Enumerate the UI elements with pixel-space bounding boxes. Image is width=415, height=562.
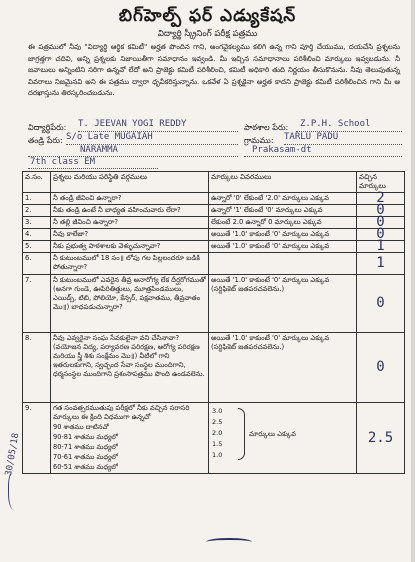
row-question: నీవు కాలేజా? xyxy=(51,229,209,241)
student-name-value: T. JEEVAN YOGI REDDY xyxy=(78,119,187,129)
grade-item: 90 శాతము దాటినచో xyxy=(53,423,109,431)
row-criteria: ఉన్నారో '1' లేకుంటే '0' మార్కులు ఎక్కువ xyxy=(209,205,357,217)
grade-item: 60-51 శాతము మధ్యలో xyxy=(53,463,118,471)
grade-item: 80-71 శాతము మధ్యలో xyxy=(53,443,118,451)
table-row xyxy=(23,241,405,253)
row-criteria: ఉన్నారో '0' లేకుంటే '2.0' మార్కులు ఎక్కువ xyxy=(209,193,357,205)
row-marks: 0 xyxy=(357,333,405,403)
class-line xyxy=(28,168,158,169)
row-number: 1. xyxy=(23,193,51,205)
table-row xyxy=(23,193,405,205)
row-question xyxy=(51,403,209,474)
grade-score: 2.5 xyxy=(212,418,223,426)
table-row xyxy=(23,403,405,474)
mother-name-value: NARAMMA xyxy=(80,145,118,155)
village-value: TARLU PADU xyxy=(284,132,339,142)
table-row xyxy=(23,229,405,241)
grade-score: 2.0 xyxy=(212,429,223,437)
grade-score: 1.5 xyxy=(212,440,223,448)
screening-table xyxy=(22,171,405,474)
row-criteria: అయితే '1.0' కాకుంటే '0' మార్కులు ఎక్కువ xyxy=(209,241,357,253)
grade-score: 1.0 xyxy=(212,451,223,459)
page-title: బిగ్‌హెల్ప్ ఫర్ ఎడ్యుకేషన్ xyxy=(118,6,297,26)
row-question: నీ కుటుంబములో 18 సం॥ లోపు గల పిల్లలందరూ బడికి పోతున్నారా? xyxy=(51,253,209,275)
school-name-label: పాఠశాల పేరు: xyxy=(244,123,289,132)
row-question: నీ కుటుంబములో ఎవరైన తీవ్ర అనారోగ్య లేక దీర్ఘరోగముతో (అనగా గుండె, ఊపిరితిత్తులు, మూత్రపిండములు, ఎయిడ్స్, టిబి, పోలియో, కేన్సర్, పక్షవాతము, తీవ్రవాతం మొ॥) బాధపడుచున్నారా? xyxy=(51,275,209,333)
table-row xyxy=(23,205,405,217)
row-number: 9. xyxy=(23,403,51,474)
table-row xyxy=(23,333,405,403)
district-line xyxy=(244,156,402,157)
table-row xyxy=(23,253,405,275)
page-edge xyxy=(411,0,415,562)
row-question: నీకు తండ్రి ఉంటే నీ బాధ్యత వహించువారు లేరా? xyxy=(51,205,209,217)
grade-question-text: గత సంవత్సరముతుపు పరీక్షలో నీకు వచ్చిన సరాసరి మార్కులు ఈ క్రింది విధముగా ఉన్నచో xyxy=(53,404,190,421)
row-criteria: అయితే '1.0' కాకుంటే '0' మార్కులు ఎక్కువ xyxy=(209,229,357,241)
row-marks: 1 xyxy=(357,241,405,253)
row-number: 2. xyxy=(23,205,51,217)
row-criteria xyxy=(209,253,357,275)
student-name-label: విద్యార్థిపేరు: xyxy=(28,123,67,132)
grade-item: 90-81 శాతము మధ్యలో xyxy=(53,433,118,441)
col-header-number: వ.సం. xyxy=(23,172,51,193)
intro-paragraph: ఈ పత్రములో నీవు "విద్యార్థి ఆర్థిక కమిటీ" అర్హత పొందిన గాని, అంగవైకల్యము కలిగి ఉన్న గాని పూర్తి చేయుము, దయచేసి ప్రశ్నలను జాగ్రత్తగా చదివి, అన్ని ప్రశ్నలకు నిజాయితీగా సమాధానం ఇవ్వండి. మీ ఇచ్చిన సమాధానాలు పరిశీలించి మార్కులు ఇవ్వబడును. నీ జవాబులు అన్నింటిని సరిగా ఉన్నవో లేదో అని ప్రాజెక్టు కమిటీ పరిశీలించి, కమిటీ అధికారి తుది నిర్ణయం తీసుకొనును. నీవు తెలుపుతున్న వివరాలు నిజమైనవి అని ఈ పత్రము ద్వారా ధృవీకరిస్తున్నాను. ఒకవేళ ఏ ప్రశ్నకైనా అర్హత కాదని ప్రాజెక్టు కమిటీ పరిశీలించిన గాని మీ ఆ దరఖాస్తును తిరస్కరించబడును. xyxy=(28,43,400,97)
col-header-question: ప్రశ్నలు మరియు పరిస్థితి వర్గములు xyxy=(51,172,209,193)
row-criteria: లేకుంటే 2.0 ఉన్నారో 0 మార్కులు ఎక్కువ xyxy=(209,217,357,229)
row-question: నీకు ప్రభుత్వ పాఠశాలకు వెళ్ళుచున్నావా? xyxy=(51,241,209,253)
row-number: 5. xyxy=(23,241,51,253)
row-number: 4. xyxy=(23,229,51,241)
row-number: 8. xyxy=(23,333,51,403)
district-value: Prakasam-dt xyxy=(252,145,312,155)
col-header-marks: వచ్చిన మార్కులు xyxy=(357,172,405,193)
class-value: 7th class EM xyxy=(30,157,96,167)
row-marks: 2.5 xyxy=(357,403,405,474)
father-name-value: S/o Late MUGAIAH xyxy=(66,132,153,142)
row-criteria: అయితే '1.0' కాకుంటే '0' మార్కులు ఎక్కువ (సర్టిఫికెట్ జతపరచవలెను.) xyxy=(209,333,357,403)
row-marks: 0 xyxy=(357,229,405,241)
row-marks: 0 xyxy=(357,217,405,229)
village-label: గ్రామము: xyxy=(244,136,274,145)
grade-scale-label: మార్కులు ఎక్కువ xyxy=(249,430,296,438)
table-row xyxy=(23,275,405,333)
grade-scale xyxy=(211,404,354,468)
bottom-signature xyxy=(206,538,252,546)
school-name-value: Z.P.H. School xyxy=(300,119,371,129)
grade-item: 70-61 శాతము మధ్యలో xyxy=(53,453,118,461)
row-number: 3. xyxy=(23,217,51,229)
grade-item-list xyxy=(53,422,206,472)
row-marks: 0 xyxy=(357,275,405,333)
margin-date: 30/05/18 xyxy=(4,432,22,477)
grade-score-list xyxy=(212,406,222,461)
row-marks: 1 xyxy=(357,253,405,275)
curly-brace-icon xyxy=(238,408,245,460)
table-header-row xyxy=(23,172,405,193)
col-header-criteria: మార్కులు వివరములు xyxy=(209,172,357,193)
row-number: 7. xyxy=(23,275,51,333)
row-question: నీ తండ్రి జీవించి ఉన్నారా? xyxy=(51,193,209,205)
page-subtitle: విద్యార్థి స్క్రీనింగ్ పరీక్ష పత్రము xyxy=(157,29,258,39)
row-marks: 0 xyxy=(357,205,405,217)
row-marks: 2 xyxy=(357,193,405,205)
row-question: నీ తల్లి జీవించి ఉన్నారా? xyxy=(51,217,209,229)
row-criteria xyxy=(209,403,357,474)
table-row xyxy=(23,217,405,229)
father-name-label: తండ్రి పేరు: xyxy=(28,136,63,145)
row-number: 6. xyxy=(23,253,51,275)
row-question: నీవు ఎవ్వరైనా సంఘ సేవకులైనా వని చేసినావా? (వయోజన విద్య, పర్యావరణ పరిరక్షణ, ఆరోగ్య పరిరక్షణ మరియు స్త్రీ శిశు సంక్షేమం మొ॥) వీటిలో గాని ఇతరులకుగాని, స్వచ్ఛంద సేవా సంస్థల ముందిగాని, ధర్మసంస్థల ముందిగాని ప్రశంసాపత్రము పొంది ఉండవలెను. xyxy=(51,333,209,403)
row-criteria: అయితే '1.0' కాకుంటే '0' మార్కులు ఎక్కువ (సర్టిఫికెట్ జతపరచవలెను.) xyxy=(209,275,357,333)
grade-score: 3.0 xyxy=(212,407,223,415)
